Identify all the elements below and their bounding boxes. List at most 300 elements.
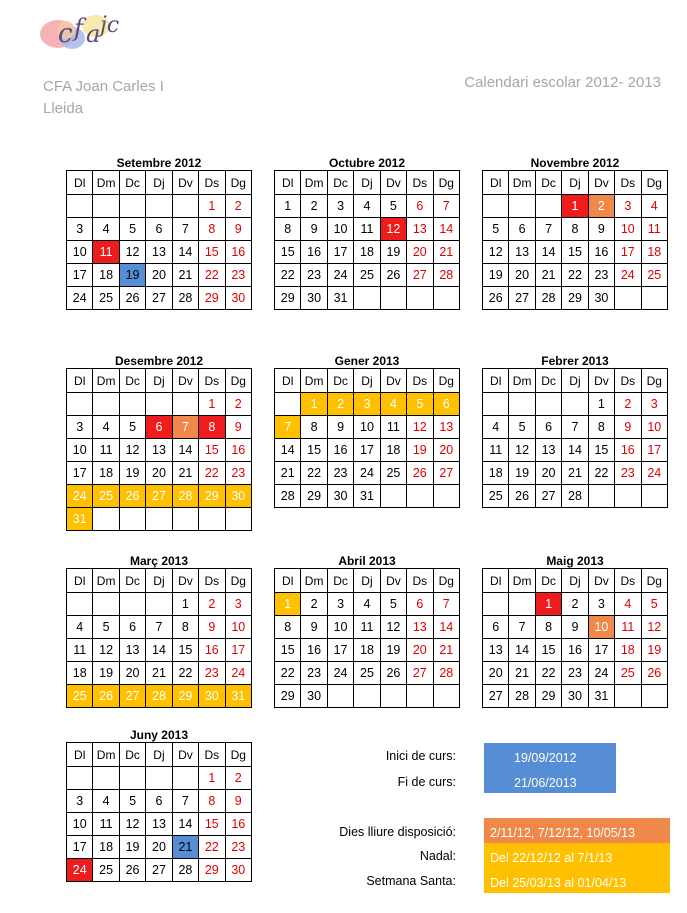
empty-cell	[354, 287, 380, 310]
empty-cell	[615, 685, 641, 708]
day-cell: 14	[172, 241, 198, 264]
day-cell: 9	[301, 218, 327, 241]
day-cell: 20	[483, 662, 509, 685]
day-cell: 5	[119, 790, 145, 813]
day-cell: 22	[301, 462, 327, 485]
weekday-header: Dc	[119, 369, 145, 393]
day-cell: 7	[535, 218, 561, 241]
day-cell: 5	[641, 593, 667, 616]
day-cell: 7	[172, 416, 198, 439]
month-grid	[482, 170, 668, 310]
day-cell: 5	[93, 616, 119, 639]
day-cell: 29	[275, 287, 301, 310]
weekday-header: Dj	[146, 369, 172, 393]
day-cell: 30	[562, 685, 588, 708]
day-cell: 21	[275, 462, 301, 485]
day-cell: 22	[275, 264, 301, 287]
empty-cell	[509, 393, 535, 416]
legend-value-easter: Del 25/03/13 al 01/04/13	[484, 868, 670, 893]
day-cell: 26	[119, 859, 145, 882]
legend-label-end: Fi de curs:	[397, 775, 456, 789]
day-cell: 25	[615, 662, 641, 685]
weekday-header: Dm	[93, 569, 119, 593]
weekday-header: Ds	[199, 569, 225, 593]
day-cell: 13	[146, 813, 172, 836]
legend-label-christmas: Nadal:	[419, 849, 456, 863]
day-cell: 21	[535, 264, 561, 287]
weekday-header: Dl	[67, 369, 93, 393]
weekday-header: Dg	[641, 171, 667, 195]
day-cell: 26	[407, 462, 433, 485]
day-cell: 30	[301, 685, 327, 708]
empty-cell	[641, 485, 667, 508]
day-cell: 9	[588, 218, 614, 241]
weekday-header: Dj	[562, 369, 588, 393]
day-cell: 2	[615, 393, 641, 416]
day-cell: 23	[562, 662, 588, 685]
day-cell: 21	[433, 639, 459, 662]
month-calendar	[482, 554, 668, 708]
day-cell: 25	[354, 662, 380, 685]
day-cell: 21	[172, 836, 198, 859]
weekday-header: Dv	[172, 369, 198, 393]
weekday-header: Dg	[433, 569, 459, 593]
weekday-header: Dc	[327, 171, 353, 195]
day-cell: 12	[641, 616, 667, 639]
day-cell: 11	[483, 439, 509, 462]
day-cell: 3	[588, 593, 614, 616]
day-cell: 12	[119, 813, 145, 836]
day-cell: 18	[93, 264, 119, 287]
day-cell: 4	[93, 416, 119, 439]
empty-cell	[119, 508, 145, 531]
day-cell: 12	[407, 416, 433, 439]
day-cell: 3	[327, 195, 353, 218]
day-cell: 8	[588, 416, 614, 439]
weekday-header: Dc	[327, 369, 353, 393]
weekday-header: Dv	[380, 171, 406, 195]
day-cell: 27	[146, 287, 172, 310]
legend-value-christmas: Del 22/12/12 al 7/1/13	[484, 843, 670, 868]
weekday-header: Dj	[146, 171, 172, 195]
weekday-header: Dc	[535, 569, 561, 593]
day-cell: 29	[301, 485, 327, 508]
day-cell: 19	[641, 639, 667, 662]
month-calendar	[66, 354, 252, 531]
day-cell: 8	[199, 218, 225, 241]
empty-cell	[615, 485, 641, 508]
month-grid	[274, 368, 460, 508]
school-city: Lleida	[43, 100, 84, 117]
day-cell: 2	[199, 593, 225, 616]
day-cell: 7	[433, 195, 459, 218]
day-cell: 5	[119, 416, 145, 439]
day-cell: 19	[93, 662, 119, 685]
day-cell: 13	[407, 616, 433, 639]
legend-value-end: 21/06/2013	[484, 768, 616, 793]
day-cell: 23	[301, 662, 327, 685]
weekday-header: Ds	[407, 171, 433, 195]
day-cell: 29	[535, 685, 561, 708]
day-cell: 11	[93, 241, 119, 264]
day-cell: 6	[407, 593, 433, 616]
day-cell: 17	[67, 836, 93, 859]
day-cell: 16	[199, 639, 225, 662]
weekday-header: Dv	[172, 569, 198, 593]
day-cell: 1	[199, 393, 225, 416]
day-cell: 21	[433, 241, 459, 264]
month-title: Maig 2013	[546, 554, 604, 568]
day-cell: 20	[146, 462, 172, 485]
day-cell: 16	[615, 439, 641, 462]
day-cell: 25	[380, 462, 406, 485]
day-cell: 20	[433, 439, 459, 462]
weekday-header: Dj	[562, 171, 588, 195]
day-cell: 26	[509, 485, 535, 508]
weekday-header: Dl	[483, 369, 509, 393]
weekday-header: Dm	[509, 171, 535, 195]
month-title: Febrer 2013	[541, 354, 609, 368]
weekday-header: Ds	[615, 171, 641, 195]
day-cell: 28	[433, 662, 459, 685]
weekday-header: Ds	[199, 743, 225, 767]
empty-cell	[67, 393, 93, 416]
day-cell: 1	[172, 593, 198, 616]
day-cell: 26	[119, 287, 145, 310]
empty-cell	[535, 393, 561, 416]
day-cell: 25	[93, 485, 119, 508]
weekday-header: Dv	[588, 569, 614, 593]
weekday-header: Dg	[433, 171, 459, 195]
legend-label-start: Inici de curs:	[385, 749, 456, 763]
day-cell: 3	[67, 416, 93, 439]
day-cell: 28	[172, 287, 198, 310]
empty-cell	[93, 195, 119, 218]
day-cell: 30	[225, 287, 251, 310]
empty-cell	[93, 593, 119, 616]
month-title: Desembre 2012	[114, 354, 204, 368]
day-cell: 5	[509, 416, 535, 439]
day-cell: 2	[301, 593, 327, 616]
day-cell: 27	[407, 662, 433, 685]
day-cell: 16	[225, 813, 251, 836]
empty-cell	[407, 485, 433, 508]
day-cell: 8	[562, 218, 588, 241]
day-cell: 13	[433, 416, 459, 439]
day-cell: 23	[327, 462, 353, 485]
day-cell: 6	[483, 616, 509, 639]
day-cell: 17	[615, 241, 641, 264]
day-cell: 21	[172, 264, 198, 287]
day-cell: 17	[588, 639, 614, 662]
weekday-header: Dg	[225, 569, 251, 593]
empty-cell	[483, 393, 509, 416]
day-cell: 20	[119, 662, 145, 685]
day-cell: 25	[641, 264, 667, 287]
day-cell: 28	[535, 287, 561, 310]
day-cell: 5	[483, 218, 509, 241]
day-cell: 4	[93, 790, 119, 813]
weekday-header: Dc	[535, 171, 561, 195]
day-cell: 26	[483, 287, 509, 310]
weekday-header: Dj	[146, 743, 172, 767]
empty-cell	[407, 685, 433, 708]
weekday-header: Ds	[615, 569, 641, 593]
day-cell: 18	[354, 639, 380, 662]
day-cell: 16	[301, 241, 327, 264]
weekday-header: Dm	[509, 569, 535, 593]
empty-cell	[535, 195, 561, 218]
day-cell: 6	[146, 218, 172, 241]
day-cell: 14	[535, 241, 561, 264]
day-cell: 22	[588, 462, 614, 485]
day-cell: 2	[225, 195, 251, 218]
day-cell: 17	[641, 439, 667, 462]
day-cell: 28	[509, 685, 535, 708]
day-cell: 12	[483, 241, 509, 264]
weekday-header: Dg	[641, 369, 667, 393]
weekday-header: Dm	[301, 171, 327, 195]
day-cell: 1	[275, 593, 301, 616]
day-cell: 28	[433, 264, 459, 287]
day-cell: 14	[172, 439, 198, 462]
weekday-header: Dl	[275, 171, 301, 195]
empty-cell	[225, 508, 251, 531]
month-calendar	[66, 554, 252, 708]
month-grid	[66, 742, 252, 882]
day-cell: 8	[301, 416, 327, 439]
svg-text:f: f	[74, 14, 83, 42]
day-cell: 6	[119, 616, 145, 639]
day-cell: 14	[146, 639, 172, 662]
day-cell: 28	[562, 485, 588, 508]
day-cell: 28	[146, 685, 172, 708]
day-cell: 31	[327, 287, 353, 310]
day-cell: 6	[433, 393, 459, 416]
weekday-header: Ds	[407, 369, 433, 393]
day-cell: 17	[354, 439, 380, 462]
day-cell: 17	[225, 639, 251, 662]
day-cell: 23	[199, 662, 225, 685]
day-cell: 15	[301, 439, 327, 462]
day-cell: 11	[67, 639, 93, 662]
day-cell: 16	[301, 639, 327, 662]
day-cell: 10	[641, 416, 667, 439]
weekday-header: Ds	[199, 369, 225, 393]
weekday-header: Dm	[301, 369, 327, 393]
day-cell: 9	[225, 416, 251, 439]
weekday-header: Dj	[562, 569, 588, 593]
day-cell: 18	[93, 462, 119, 485]
day-cell: 15	[199, 439, 225, 462]
month-calendar	[274, 156, 460, 310]
weekday-header: Dg	[225, 171, 251, 195]
empty-cell	[509, 195, 535, 218]
day-cell: 11	[380, 416, 406, 439]
empty-cell	[588, 485, 614, 508]
day-cell: 16	[225, 439, 251, 462]
day-cell: 25	[93, 859, 119, 882]
day-cell: 13	[146, 439, 172, 462]
day-cell: 27	[119, 685, 145, 708]
day-cell: 25	[354, 264, 380, 287]
day-cell: 3	[225, 593, 251, 616]
day-cell: 5	[380, 593, 406, 616]
day-cell: 7	[172, 218, 198, 241]
day-cell: 18	[354, 241, 380, 264]
day-cell: 11	[641, 218, 667, 241]
day-cell: 17	[327, 241, 353, 264]
day-cell: 10	[225, 616, 251, 639]
day-cell: 27	[407, 264, 433, 287]
day-cell: 13	[509, 241, 535, 264]
day-cell: 10	[615, 218, 641, 241]
empty-cell	[562, 393, 588, 416]
day-cell: 9	[615, 416, 641, 439]
day-cell: 24	[354, 462, 380, 485]
day-cell: 8	[535, 616, 561, 639]
day-cell: 29	[562, 287, 588, 310]
legend-label-easter: Setmana Santa:	[366, 874, 456, 888]
day-cell: 9	[199, 616, 225, 639]
day-cell: 23	[588, 264, 614, 287]
day-cell: 24	[67, 485, 93, 508]
weekday-header: Dv	[588, 369, 614, 393]
day-cell: 29	[172, 685, 198, 708]
svg-text:a: a	[86, 20, 101, 48]
month-calendar	[66, 728, 252, 882]
day-cell: 23	[225, 462, 251, 485]
empty-cell	[199, 508, 225, 531]
day-cell: 9	[225, 218, 251, 241]
day-cell: 20	[146, 264, 172, 287]
month-calendar	[482, 354, 668, 508]
weekday-header: Dm	[93, 369, 119, 393]
day-cell: 29	[199, 287, 225, 310]
empty-cell	[641, 287, 667, 310]
day-cell: 24	[67, 287, 93, 310]
day-cell: 30	[199, 685, 225, 708]
day-cell: 10	[588, 616, 614, 639]
day-cell: 26	[380, 662, 406, 685]
day-cell: 12	[119, 241, 145, 264]
weekday-header: Dm	[93, 743, 119, 767]
day-cell: 21	[509, 662, 535, 685]
day-cell: 15	[275, 639, 301, 662]
day-cell: 27	[146, 859, 172, 882]
day-cell: 30	[225, 485, 251, 508]
month-calendar	[482, 156, 668, 310]
empty-cell	[93, 393, 119, 416]
month-title: Novembre 2012	[530, 156, 620, 170]
day-cell: 13	[483, 639, 509, 662]
day-cell: 24	[615, 264, 641, 287]
day-cell: 28	[172, 485, 198, 508]
day-cell: 9	[562, 616, 588, 639]
empty-cell	[380, 685, 406, 708]
weekday-header: Dc	[119, 171, 145, 195]
day-cell: 3	[67, 218, 93, 241]
day-cell: 18	[380, 439, 406, 462]
weekday-header: Dv	[172, 743, 198, 767]
day-cell: 25	[93, 287, 119, 310]
day-cell: 12	[93, 639, 119, 662]
day-cell: 26	[119, 485, 145, 508]
day-cell: 19	[483, 264, 509, 287]
day-cell: 18	[641, 241, 667, 264]
month-grid	[66, 368, 252, 531]
day-cell: 10	[67, 241, 93, 264]
day-cell: 20	[407, 241, 433, 264]
month-title: Setembre 2012	[116, 156, 202, 170]
svg-text:jc: jc	[100, 13, 120, 38]
empty-cell	[172, 767, 198, 790]
day-cell: 15	[172, 639, 198, 662]
day-cell: 7	[146, 616, 172, 639]
day-cell: 22	[199, 264, 225, 287]
month-calendar	[274, 354, 460, 508]
day-cell: 26	[93, 685, 119, 708]
empty-cell	[641, 685, 667, 708]
legend-label-free-days: Dies lliure disposició:	[339, 825, 456, 839]
empty-cell	[380, 287, 406, 310]
empty-cell	[93, 508, 119, 531]
day-cell: 24	[327, 662, 353, 685]
month-grid	[66, 170, 252, 310]
weekday-header: Dj	[354, 369, 380, 393]
day-cell: 2	[225, 393, 251, 416]
day-cell: 13	[535, 439, 561, 462]
day-cell: 30	[327, 485, 353, 508]
day-cell: 12	[119, 439, 145, 462]
day-cell: 27	[146, 485, 172, 508]
day-cell: 2	[301, 195, 327, 218]
day-cell: 17	[67, 462, 93, 485]
month-grid	[274, 568, 460, 708]
weekday-header: Dc	[119, 569, 145, 593]
day-cell: 2	[225, 767, 251, 790]
weekday-header: Ds	[407, 569, 433, 593]
empty-cell	[172, 508, 198, 531]
day-cell: 30	[588, 287, 614, 310]
day-cell: 23	[301, 264, 327, 287]
day-cell: 27	[483, 685, 509, 708]
legend-value-free-days: 2/11/12, 7/12/12, 10/05/13	[484, 818, 670, 843]
day-cell: 9	[327, 416, 353, 439]
day-cell: 6	[146, 790, 172, 813]
empty-cell	[380, 485, 406, 508]
day-cell: 16	[562, 639, 588, 662]
day-cell: 6	[509, 218, 535, 241]
day-cell: 10	[67, 813, 93, 836]
weekday-header: Dv	[172, 171, 198, 195]
month-grid	[66, 568, 252, 708]
school-logo	[36, 8, 126, 56]
day-cell: 4	[354, 593, 380, 616]
day-cell: 15	[535, 639, 561, 662]
day-cell: 15	[199, 813, 225, 836]
weekday-header: Dc	[327, 569, 353, 593]
day-cell: 8	[199, 790, 225, 813]
empty-cell	[119, 393, 145, 416]
school-info	[43, 76, 164, 120]
empty-cell	[146, 508, 172, 531]
day-cell: 23	[615, 462, 641, 485]
day-cell: 8	[172, 616, 198, 639]
month-calendar	[66, 156, 252, 310]
weekday-header: Dj	[146, 569, 172, 593]
day-cell: 10	[327, 218, 353, 241]
